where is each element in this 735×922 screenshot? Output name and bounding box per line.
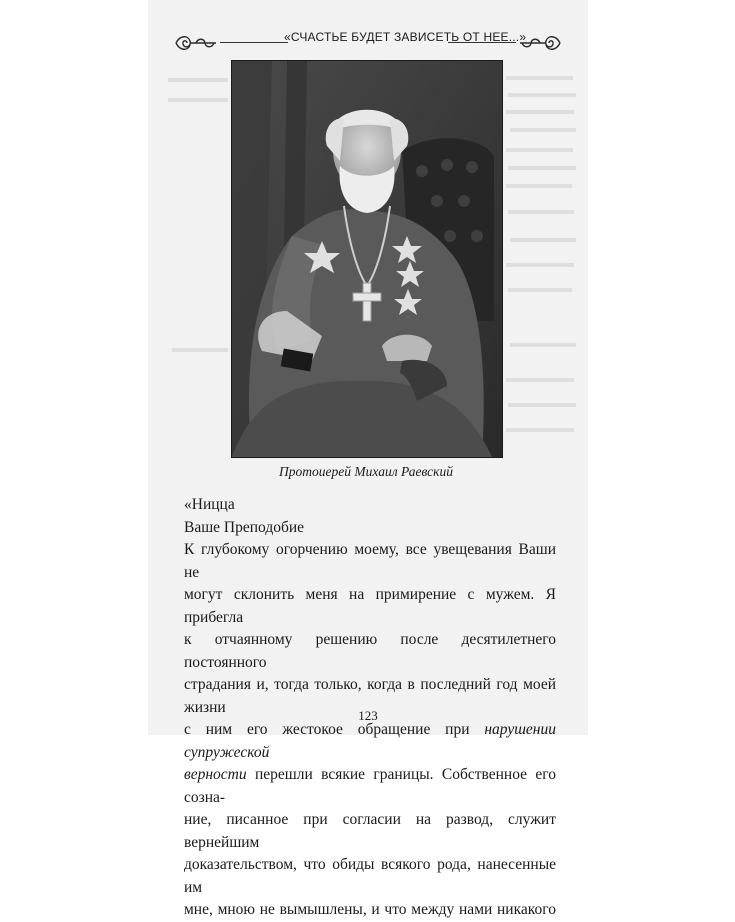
text-line: могут склонить меня на примирение с мужем. Я прибегла <box>184 586 556 626</box>
photo-caption: Протоиерей Михаил Раевский <box>279 464 453 479</box>
text-line <box>184 719 556 764</box>
letter-place-line: «Ницца <box>184 496 235 513</box>
text-line: мне, мною не вымышлены, и что между нами никакого <box>184 901 556 918</box>
text-segment: с ним его жестокое обращение при <box>184 721 485 738</box>
page-number: 123 <box>358 708 378 723</box>
text-line: К глубокому огорчению моему, все увещевания Ваши не <box>184 541 556 581</box>
letter-salutation: Ваше Преподобие <box>184 518 305 536</box>
text-line: доказательством, что обиды всякого рода, нанесенные им <box>184 856 556 896</box>
header-rule-right <box>448 42 516 43</box>
page-header <box>168 20 568 60</box>
header-rule-left <box>220 42 288 43</box>
text-line: страдания и, тогда только, когда в последний год моей жизни <box>184 676 556 716</box>
book-page <box>148 0 588 918</box>
text-line <box>184 764 556 809</box>
ornament-left-icon <box>172 32 218 54</box>
ornament-right-icon <box>518 32 564 54</box>
text-line: ние, писанное при согласии на развод, служит вернейшим <box>184 811 556 851</box>
text-line: к отчаянному решению после десятилетнего постоянного <box>184 631 556 671</box>
emphasis-text: верности <box>184 766 247 783</box>
text-segment: перешли всякие границы. Собственное его созна- <box>184 766 556 806</box>
emphasis-text: нарушении супружеской <box>184 721 556 761</box>
portrait-photo <box>231 60 503 458</box>
running-head: «СЧАСТЬЕ БУДЕТ ЗАВИСЕТЬ ОТ НЕЕ...» <box>284 30 527 44</box>
